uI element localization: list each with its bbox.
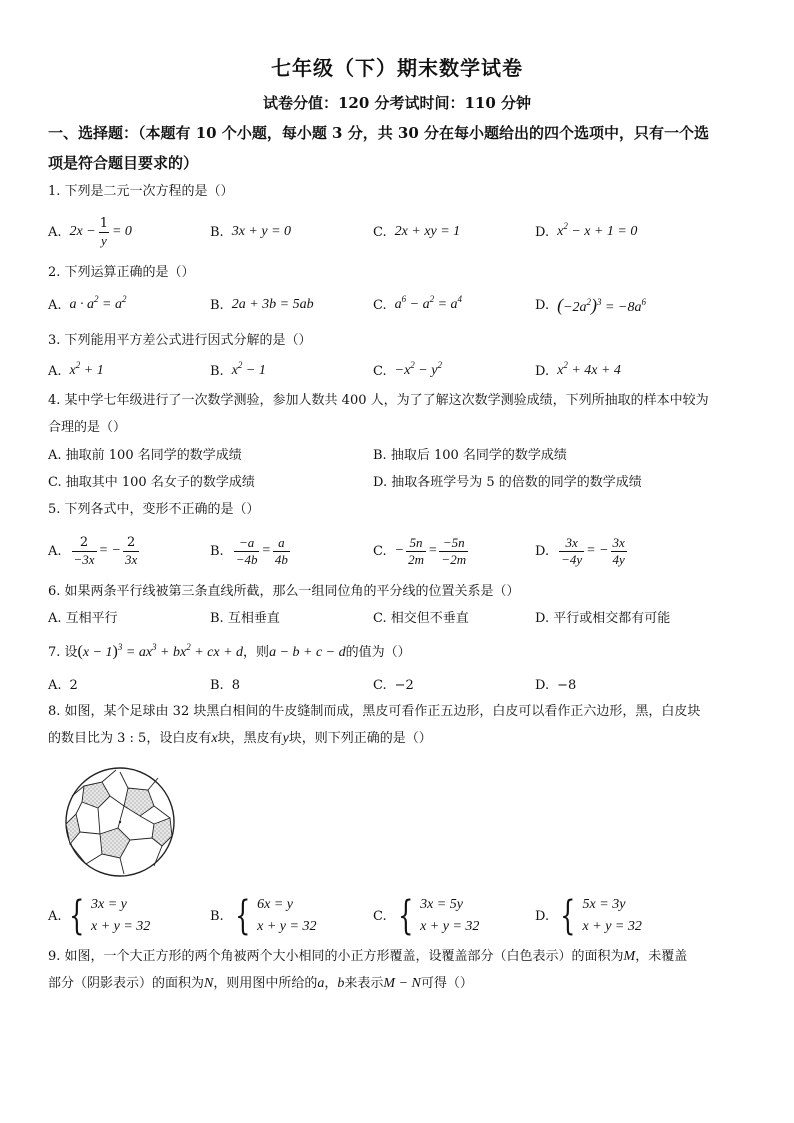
- q5-option-a[interactable]: A. $\frac{2}{-3x}$ = − $\frac{2}{3x}$: [48, 534, 138, 567]
- question-7-stem: 7. 设$(x - 1)^3 = ax^3 + bx^2$ + cx + d，则a − b + c − d的值为（）: [48, 642, 411, 660]
- q2-option-d[interactable]: D. $(-2a^2)^3 = -8a^6$: [535, 294, 646, 315]
- q1-label-a: A.: [48, 224, 62, 240]
- q6-option-a[interactable]: A. 互相平行: [48, 611, 118, 626]
- question-1-stem: 1. 下列是二元一次方程的是（）: [48, 184, 234, 199]
- question-5-options: [48, 533, 758, 569]
- q3-option-d[interactable]: D. $x^2 + 4x + 4$: [535, 360, 621, 379]
- q8-option-d[interactable]: D. { 5x = 3y x + y = 32: [535, 893, 642, 939]
- q1-label-b: B.: [210, 224, 224, 240]
- question-3-options: [48, 356, 758, 386]
- page-subtitle: 试卷分值：120 分考试时间：110 分钟: [262, 94, 532, 112]
- question-9-stem-line1: 9. 如图，一个大正方形的两个角被两个大小相同的小正方形覆盖，设覆盖部分（白色表示）的面积为M，未覆盖: [48, 949, 688, 964]
- section-heading-line2: 项是符合题目要求的）: [48, 154, 199, 172]
- section-heading-line1: 一、选择题：（本题有 10 个小题，每小题 3 分，共 30 分在每小题给出的四个选项中，只有一个选: [48, 124, 710, 142]
- question-8-stem-line2: 的数目比为 3 : 5，设白皮有x块，黑皮有y块，则下列正确的是（）: [48, 731, 432, 746]
- question-1-options: [48, 217, 758, 247]
- q5-option-c[interactable]: C. − $\frac{5n}{2m}$ = $\frac{-5n}{-2m}$: [373, 534, 467, 567]
- question-9-stem-line2: 部分（阴影表示）的面积为N，则用图中所给的a，b来表示M − N可得（）: [48, 976, 473, 991]
- q2-option-c[interactable]: C. $a^6 - a^2 = a^4$: [373, 294, 463, 313]
- page-title: 七年级（下）期末数学试卷: [271, 56, 523, 80]
- q6-option-b[interactable]: B. 互相垂直: [210, 611, 280, 626]
- q8-option-b[interactable]: B. { 6x = y x + y = 32: [210, 893, 317, 939]
- question-8-stem-line1: 8. 如图，某个足球由 32 块黑白相间的牛皮缝制而成，黑皮可看作正五边形，白皮可以看作正六边形，黑，白皮块: [48, 704, 701, 719]
- q2-option-a[interactable]: A. $a \cdot a^2 = a^2$: [48, 294, 127, 313]
- q2-option-b[interactable]: B. 2a + 3b = 5ab: [210, 297, 314, 313]
- soccer-ball-figure: [58, 766, 182, 878]
- q5-option-d[interactable]: D. $\frac{3x}{-4y}$ = − $\frac{3x}{4y}$: [535, 534, 625, 567]
- q6-option-d[interactable]: D. 平行或相交都有可能: [535, 611, 671, 626]
- q8-option-a[interactable]: A. { 3x = y x + y = 32: [48, 893, 151, 939]
- q5-option-b[interactable]: B. $\frac{-a}{-4b}$ = $\frac{a}{4b}$: [210, 534, 288, 567]
- question-6-stem: 6. 如果两条平行线被第三条直线所截，那么一组同位角的平分线的位置关系是（）: [48, 584, 520, 599]
- q7-option-b[interactable]: B. 8: [210, 677, 240, 693]
- q1-option-d[interactable]: D. $x^2 - x + 1 = 0$: [535, 221, 638, 240]
- q1-option-b[interactable]: B. 3x + y = 0: [210, 224, 292, 240]
- q3-option-a[interactable]: A. $x^2 + 1$: [48, 360, 104, 379]
- question-7-options: [48, 670, 758, 700]
- q1-option-a[interactable]: A. 2x − $\frac{1}{y}$ = 0: [48, 215, 132, 248]
- question-2-options: [48, 290, 758, 320]
- q3-option-c[interactable]: C. $-x^2 - y^2$: [373, 360, 442, 379]
- q4-option-c[interactable]: C. 抽取其中 100 名女子的数学成绩: [48, 475, 255, 490]
- q4-option-d[interactable]: D. 抽取各班学号为 5 的倍数的同学的数学成绩: [373, 475, 642, 490]
- q1-label-c: C.: [373, 224, 387, 240]
- question-2-stem: 2. 下列运算正确的是（）: [48, 265, 195, 280]
- question-8-options: [48, 893, 758, 939]
- question-4-stem-line1: 4. 某中学七年级进行了一次数学测验，参加人数共 400 人，为了了解这次数学测验成绩，下列所抽取的样本中较为: [48, 393, 709, 408]
- q6-option-c[interactable]: C. 相交但不垂直: [373, 611, 469, 626]
- q7-option-d[interactable]: D. −8: [535, 677, 577, 693]
- q8-option-c[interactable]: C. { 3x = 5y x + y = 32: [373, 893, 480, 939]
- q7-option-c[interactable]: C. −2: [373, 677, 414, 693]
- q7-option-a[interactable]: A. 2: [48, 677, 78, 693]
- q4-option-a[interactable]: A. 抽取前 100 名同学的数学成绩: [48, 448, 242, 463]
- q1-option-c[interactable]: C. 2x + xy = 1: [373, 224, 461, 240]
- q4-option-b[interactable]: B. 抽取后 100 名同学的数学成绩: [373, 448, 567, 463]
- question-4-stem-line2: 合理的是（）: [48, 420, 127, 435]
- question-5-stem: 5. 下列各式中，变形不正确的是（）: [48, 502, 260, 517]
- q1-label-d: D.: [535, 224, 550, 240]
- question-3-stem: 3. 下列能用平方差公式进行因式分解的是（）: [48, 333, 312, 348]
- q3-option-b[interactable]: B. $x^2 - 1$: [210, 360, 266, 379]
